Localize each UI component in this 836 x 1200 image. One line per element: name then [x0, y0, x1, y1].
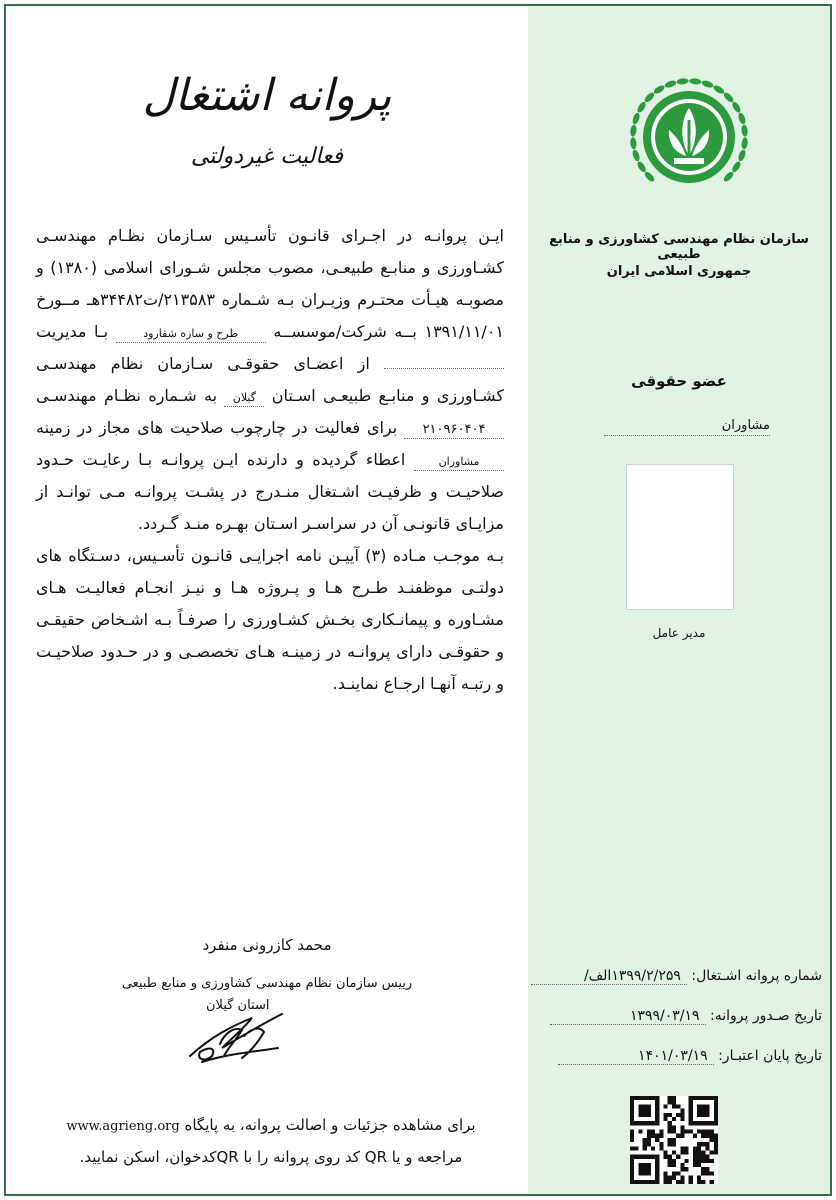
license-number-label: شماره پروانه اشـتغال:: [691, 968, 822, 984]
issue-date-row: [550, 1008, 822, 1025]
activity-field: مشاوران: [414, 454, 504, 471]
body-text-3: از اعضـای حقوقـی سـازمان نظام مهندسـی کشـاورزی و منابـع طبیعـی اسـتان: [36, 354, 505, 405]
manager-photo-placeholder: [626, 464, 734, 610]
issue-date-value: ۱۳۹۹/۰۳/۱۹: [550, 1008, 706, 1025]
country-name: جمهوری اسلامی ایران: [606, 264, 752, 279]
website-link[interactable]: www.agrieng.org: [66, 1119, 180, 1134]
side-field-value: مشاوران: [604, 418, 770, 436]
qr-code-icon[interactable]: [630, 1096, 718, 1184]
license-number-row: [531, 968, 822, 985]
chair-name: محمد کازرونی منفرد: [202, 936, 332, 954]
verification-footer: [46, 1110, 496, 1172]
signature-icon: [182, 996, 292, 1074]
certificate-body: [36, 220, 504, 700]
expiry-date-value: ۱۴۰۱/۰۳/۱۹: [558, 1048, 714, 1065]
organization-name: سازمان نظام مهندسی کشاورزی و منابع طبیعی: [549, 232, 809, 262]
license-number-value: ۱۳۹۹/۲/۲۵۹الف/: [531, 968, 687, 985]
engineering-number-field: ۲۱۰۹۶۰۴۰۴: [404, 422, 504, 439]
expiry-date-row: [558, 1048, 822, 1065]
body-text-4: به شـماره نظـام مهندسـی: [36, 386, 218, 405]
manager-label: مدیر عامل: [652, 626, 706, 640]
footer-line-1: [46, 1110, 496, 1142]
chair-province: استان گیلان: [206, 998, 270, 1013]
footer-line-2: مراجعه و یا QR کد روی پروانه را با QRکدخوان، اسکن نمایید.: [79, 1148, 463, 1166]
chair-title: رییس سازمان نظام مهندسی کشاورزی و منابع طبیعی: [121, 976, 413, 991]
main-panel: [6, 6, 528, 1194]
certificate-title: پروانه اشتغال: [142, 70, 392, 121]
body-text-5: برای فعالیت در چارچوب صلاحیت های مجاز در زمینه: [36, 418, 398, 437]
expiry-date-label: تاریخ پایان اعتبـار:: [718, 1048, 822, 1064]
body-text-1: ایـن پروانـه در اجـرای قانـون تأسـیس سـازمان نظـام مهندسـی کشـاورزی و منابـع طبیعـی، مصوب مجلس شـورای اسلامی (۱۳۸۰) و مصوبـه هیـأت محتـرم وزیـران بـه شـماره ۲۱۳۵۸۳/ت۳۴۴۸۲هـ مــورخ ۱۳۹۱/۱۱/۰۱ بــه شرکت/موسســه: [36, 226, 504, 341]
body-paragraph-1: [36, 220, 504, 540]
certificate-frame: [4, 4, 832, 1196]
member-type: عضو حقوقی: [631, 372, 727, 390]
agri-engineering-emblem-icon: [624, 72, 754, 202]
footer-text-1: برای مشاهده جزئیات و اصالت پروانه، به پایگاه: [184, 1116, 476, 1134]
manager-name-field: [384, 368, 504, 369]
company-name-field: طرح و سازه شفارود: [116, 326, 266, 343]
province-field: گیلان: [224, 390, 264, 407]
issue-date-label: تاریخ صـدور پروانه:: [709, 1008, 822, 1024]
body-text-6: اعطاء گردیده و دارنده ایـن پروانـه بـا رعایـت حـدود صلاحیـت و ظرفیـت اشـتغال منـدرج در پشـت پروانـه مـی توانـد از مزایـای قانونـی آن در سراسـر اسـتان بهـره منـد گـردد.: [36, 450, 504, 533]
side-panel: [528, 6, 830, 1194]
certificate-subtitle: فعالیت غیردولتی: [190, 144, 344, 169]
body-paragraph-2: بـه موجـب مـاده (۳) آییـن نامه اجرایـی قانـون تأسـیس، دسـتگاه های دولتـی موظفنـد طـرح هـا و پـروژه هـا و نیـز انجـام فعالیـت هـای مشـاوره و پیمانـکاری بخـش کشـاورزی را صرفـاً بـه اشـخاص حقیقـی و حقوقـی دارای پروانـه در زمینـه هـای تخصصـی و در حـدود صلاحیـت و رتبـه آنهـا ارجـاع نماینـد.: [36, 546, 505, 693]
body-text-2: بـا مدیریت: [36, 322, 109, 341]
